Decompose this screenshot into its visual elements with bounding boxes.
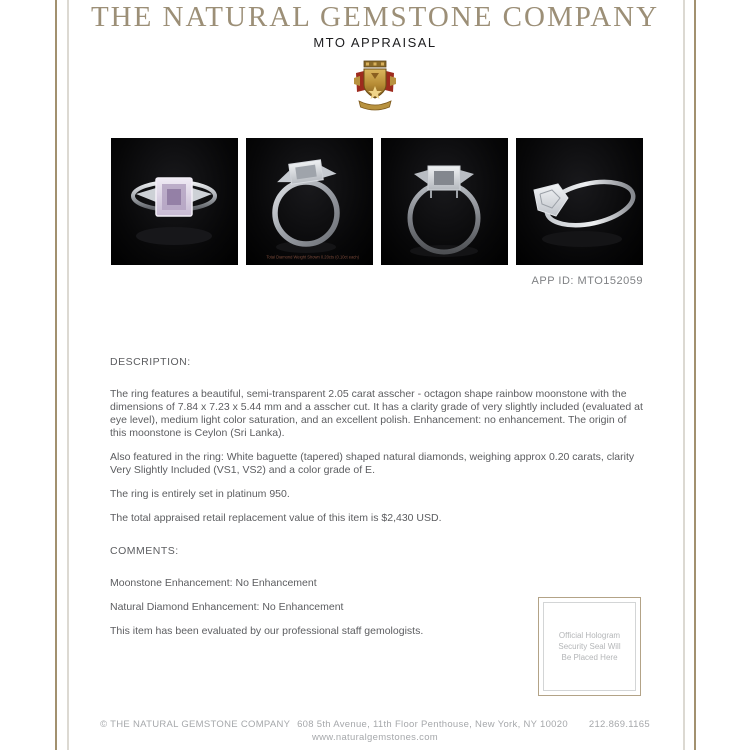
comment-diamond-enhancement: Natural Diamond Enhancement: No Enhancement [110, 601, 344, 613]
frame-rule-left-outer [55, 0, 57, 750]
document-type-label: MTO APPRAISAL [313, 35, 437, 50]
description-paragraph-2: Also featured in the ring: White baguette (tapered) shaped natural diamonds, weighing approx 0.20 carats, clarity Very Slightly Included (VS1, VS2) and a color grade of E. [110, 451, 635, 476]
footer-phone: 212.869.1165 [588, 719, 650, 730]
app-id-value: MTO152059 [577, 275, 643, 287]
footer-address: 608 5th Avenue, 11th Floor Penthouse, New York, NY 10020 [297, 719, 568, 730]
description-paragraph-4: The total appraised retail replacement value of this item is $2,430 USD. [110, 512, 442, 524]
description-heading: DESCRIPTION: [110, 356, 191, 368]
ring-front-lying-illustration [111, 138, 238, 265]
app-id [111, 275, 643, 287]
hologram-text-line-3: Be Placed Here [561, 653, 618, 662]
ring-three-quarter-illustration [246, 138, 373, 265]
comment-moonstone-enhancement: Moonstone Enhancement: No Enhancement [110, 577, 317, 589]
frame-rule-right-outer [694, 0, 696, 750]
ring-photo-front-standing [381, 138, 508, 265]
company-name: THE NATURAL GEMSTONE COMPANY [90, 1, 660, 33]
footer [0, 718, 750, 744]
footer-copyright: © THE NATURAL GEMSTONE COMPANY [100, 719, 291, 730]
hologram-text-line-1: Official Hologram [558, 631, 621, 640]
ring-photo-strip [111, 138, 643, 265]
description-paragraph-3: The ring is entirely set in platinum 950. [110, 488, 290, 500]
ring-photo-front-lying [111, 138, 238, 265]
frame-rule-right-inner [683, 0, 685, 750]
ring-side-lying-illustration [516, 138, 643, 265]
photo-caption-total-diamond-weight: Total Diamond Weight Shown 0.20cts (0.10ct each) [266, 255, 360, 260]
ring-front-standing-illustration [381, 138, 508, 265]
ring-photo-side-lying [516, 138, 643, 265]
company-crest-icon [351, 60, 399, 112]
hologram-text-line-2: Security Seal Will [558, 642, 621, 651]
hologram-seal-inner-frame [543, 602, 636, 691]
description-paragraph-1: The ring features a beautiful, semi-transparent 2.05 carat asscher - octagon shape rainbow moonstone with the dimensions of 7.84 x 7.23 x 5.44 mm and a asscher cut. It has a clarity grade of very slightly included (evaluated at eye level), medium light color saturation, and an excellent polish. Enhancement: no enhancement. The origin of this moonstone is Ceylon (Sri Lanka). [110, 388, 643, 439]
hologram-seal-placeholder [538, 597, 641, 696]
comment-evaluation: This item has been evaluated by our professional staff gemologists. [110, 625, 424, 637]
frame-rule-left-inner [67, 0, 69, 750]
footer-website: www.naturalgemstones.com [311, 732, 438, 743]
app-id-label: APP ID: [531, 275, 574, 287]
comments-heading: COMMENTS: [110, 545, 179, 557]
ring-photo-three-quarter [246, 138, 373, 265]
footer-contact-line [0, 718, 750, 731]
